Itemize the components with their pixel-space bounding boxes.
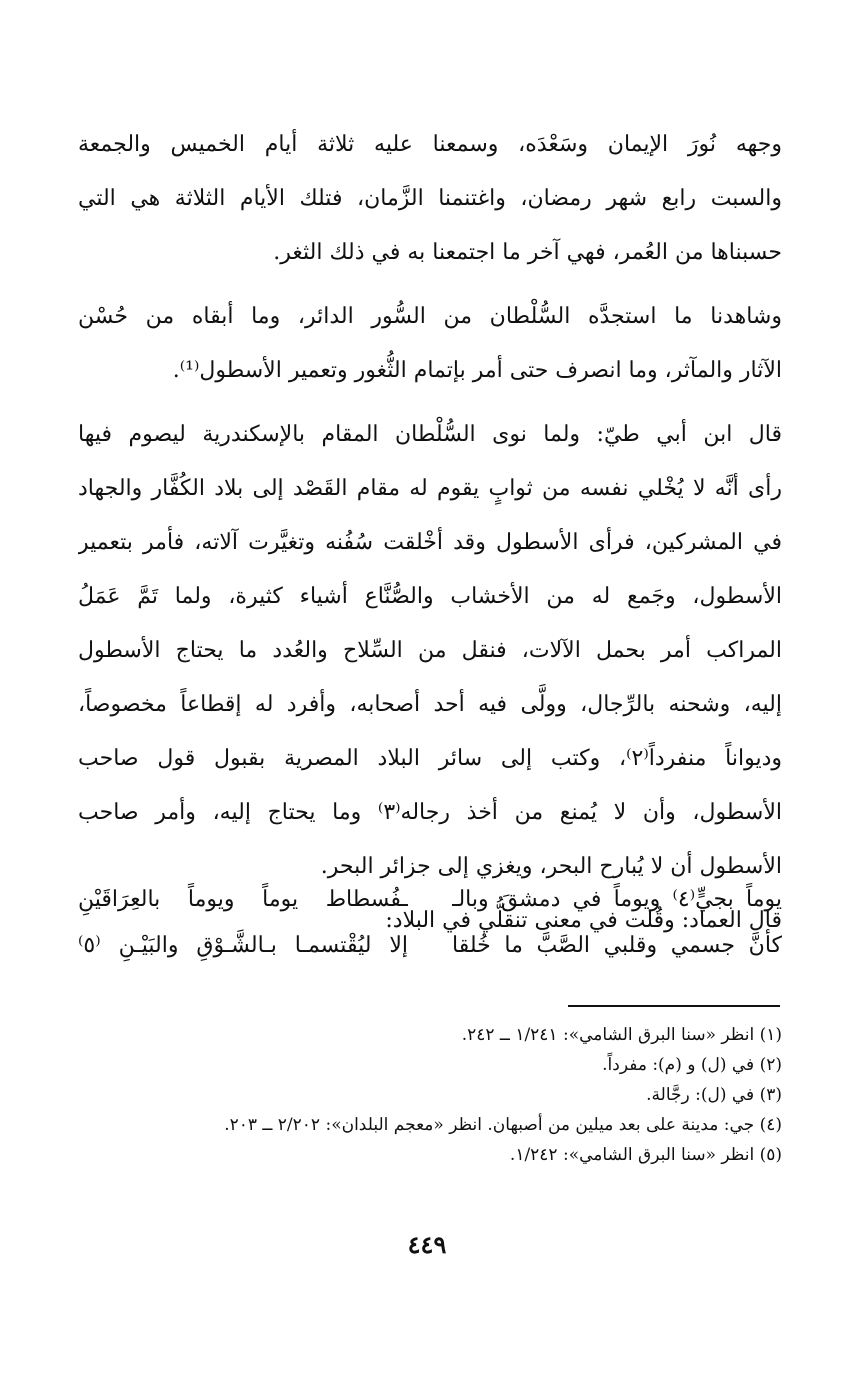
- paragraph-1: [78, 118, 782, 280]
- footnote-1: (١) انظر «سنا البرق الشامي»: ١/٢٤١ ــ ٢٤٢.: [461, 1025, 782, 1045]
- footnote-5: (٥) انظر «سنا البرق الشامي»: ١/٢٤٢.: [509, 1145, 782, 1165]
- second-hemistich: إلا ليُقْتسمـا بـالشَّـوْقِ والبَيْـنِ ⁽٥⁾: [78, 933, 408, 958]
- text-line: الآثار والمآثر، وما انصرف حتى أمر بإتمام الثُّغور وتعمير الأسطول⁽¹⁾.: [172, 358, 782, 383]
- text-line: المراكب أمر بحمل الآلات، فنقل من السِّلاح والعُدد ما يحتاج الأسطول: [78, 638, 782, 663]
- footnote-4: (٤) جي: مدينة على بعد ميلين من أصبهان. انظر «معجم البلدان»: ٢/٢٠٢ ــ ٢٠٣.: [224, 1115, 782, 1135]
- poem: [78, 877, 782, 969]
- text-line: والسبت رابع شهر رمضان، واغتنمنا الزَّمان، فتلك الأيام الثلاثة هي التي: [78, 186, 782, 211]
- text-line: الأسطول أن لا يُبارح البحر، ويغزي إلى جزائر البحر.: [320, 854, 782, 879]
- text-line: وجهه نُورَ الإيمان وسَعْدَه، وسمعنا عليه ثلاثة أيام الخميس والجمعة: [78, 132, 782, 157]
- paragraph-3: [78, 408, 782, 894]
- text-line: وديواناً منفرداً⁽٢⁾، وكتب إلى سائر البلاد المصرية بقبول قول صاحب: [78, 746, 782, 771]
- poem-verse-1: [78, 877, 782, 923]
- text-line: في المشركين، فرأى الأسطول وقد أخْلقت سُفُنه وتغيَّرت آلاته، فأمر بتعمير: [78, 530, 782, 555]
- text-line: إليه، وشحنه بالرِّجال، وولَّى فيه أحد أصحابه، وأفرد له إقطاعاً مخصوصاً،: [78, 692, 782, 717]
- footnote-separator: [568, 1005, 780, 1007]
- text-line: قال ابن أبي طيّ: ولما نوى السُّلْطان المقام بالإسكندرية ليصوم فيها: [78, 422, 782, 447]
- text-line: وشاهدنا ما استجدَّه السُّلْطان من السُّور الدائر، وما أبقاه من حُسْن: [78, 304, 782, 329]
- text-line: الأسطول، وجَمع له من الأخشاب والصُّنَّاع أشياء كثيرة، ولما تَمَّ عَمَلُ: [78, 584, 782, 609]
- text-line: رأى أنَّه لا يُخْلي نفسه من ثوابٍ يقوم له مقام القَصْد إلى بلاد الكُفَّار والجهاد: [78, 476, 782, 501]
- footnotes: [78, 1020, 782, 1170]
- page-number: ٤٤٩: [407, 1230, 447, 1259]
- second-hemistich: ـفُسطاط يوماً ويوماً بالعِرَاقَيْنِ: [78, 887, 408, 912]
- text-line: قال العماد: وقُلت في معنى تنقلُّي في البلاد:: [385, 908, 782, 933]
- main-text: [78, 118, 782, 948]
- first-hemistich: يوماً بجيٍّ⁽٤⁾ ويوماً في دمشقَ وبالـ: [452, 887, 782, 912]
- poem-verse-2: [78, 923, 782, 969]
- first-hemistich: كأنَّ جسمي وقلبي الصَّبَّ ما خُلقا: [452, 933, 782, 958]
- text-line: حسبناها من العُمر، فهي آخر ما اجتمعنا به في ذلك الثغر.: [273, 240, 782, 265]
- text-line: الأسطول، وأن لا يُمنع من أخذ رجاله⁽٣⁾ وما يحتاج إليه، وأمر صاحب: [78, 800, 782, 825]
- footnote-2: (٢) في (ل) و (م): مفرداً.: [602, 1055, 782, 1075]
- footnote-3: (٣) في (ل): رجَّالة.: [646, 1085, 782, 1105]
- paragraph-2: [78, 290, 782, 398]
